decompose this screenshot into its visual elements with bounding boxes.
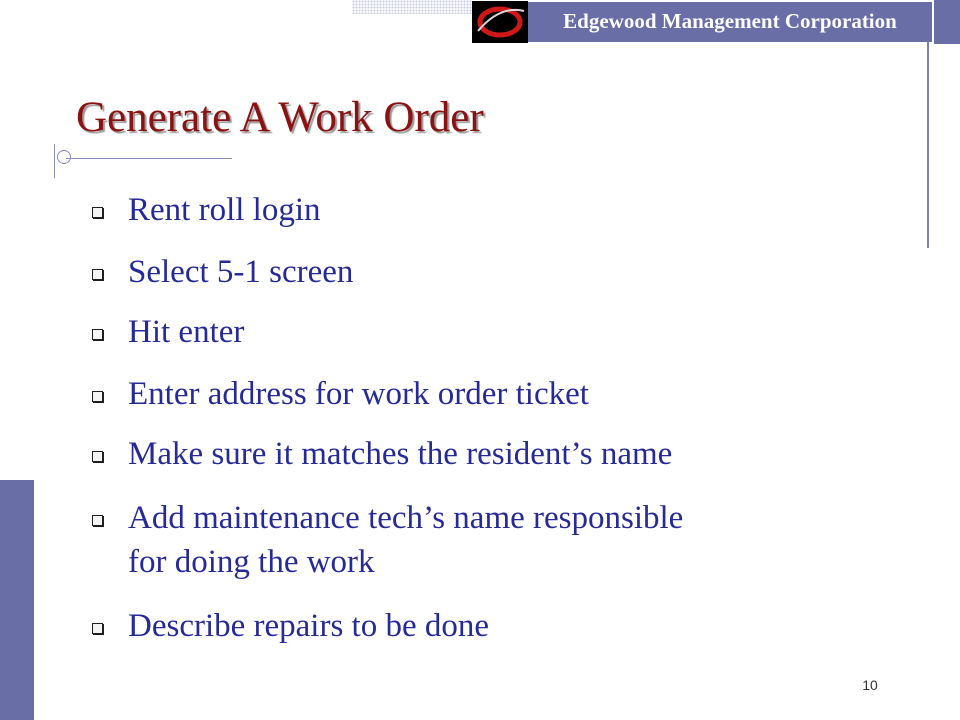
decorative-left-bar	[0, 480, 34, 720]
square-bullet-icon	[92, 515, 103, 526]
company-name: Edgewood Management Corporation	[563, 9, 897, 33]
slide-number: 10	[862, 677, 878, 693]
square-bullet-icon	[92, 623, 103, 634]
decorative-dot-pattern	[352, 0, 472, 14]
square-bullet-icon	[92, 451, 103, 462]
slide-title: Generate A Work Order	[76, 94, 484, 141]
edgewood-swirl-logo	[472, 1, 528, 43]
square-bullet-icon	[92, 207, 103, 218]
decorative-crosshair-line	[54, 144, 55, 178]
square-bullet-icon	[92, 269, 103, 280]
square-bullet-icon	[92, 391, 103, 402]
list-item: Add maintenance tech’s name responsible for doing the work	[92, 496, 872, 584]
square-bullet-icon	[92, 329, 103, 340]
title-underline	[66, 158, 232, 159]
decorative-circle	[57, 150, 71, 164]
decorative-right-bar	[934, 0, 960, 44]
decorative-right-line	[927, 30, 929, 248]
